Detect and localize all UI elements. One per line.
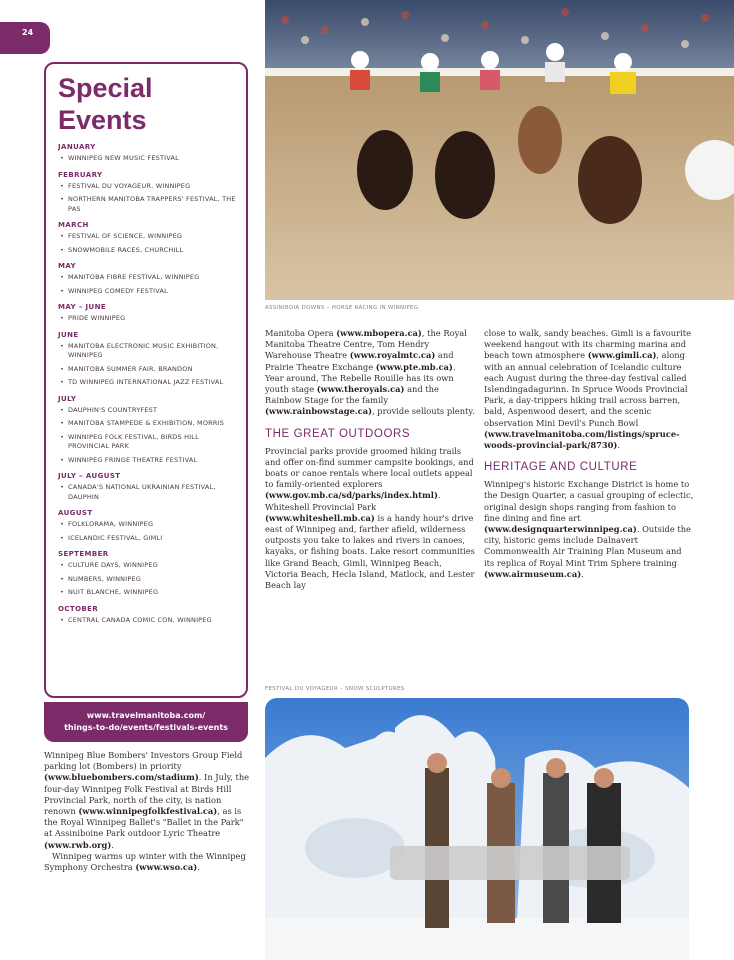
text-run: , the Royal Manitoba Theatre Centre, Tom Hendry Warehouse Theatre (265, 328, 467, 361)
month-heading: MARCH (58, 221, 89, 229)
photo1-caption: ASSINIBOIA DOWNS – HORSE RACING IN WINNIPEG (265, 305, 419, 311)
event-item: • NUIT BLANCHE, WINNIPEG (58, 588, 236, 598)
event-item: • MANITOBA ELECTRONIC MUSIC EXHIBITION, WINNIPEG (58, 342, 236, 361)
text-run: . (111, 839, 114, 850)
text-run: . (197, 862, 200, 873)
text-run: Winnipeg warms up winter with the Winnipeg Symphony Orchestra (44, 850, 246, 873)
page-number-tab (0, 22, 50, 54)
text-run: Winnipeg's historic Exchange District is home to the Design Quarter, a casual grouping of eclectic, original design shops ranging from fashion to fine dining and fine art (484, 479, 694, 523)
left-paragraph (44, 750, 250, 873)
link-designquarter[interactable]: (www.designquarterwinnipeg.ca) (484, 524, 637, 535)
event-item: • WINNIPEG COMEDY FESTIVAL (58, 287, 236, 297)
photo2-caption: FESTIVAL DU VOYAGEUR – SNOW SCULPTURES (265, 686, 405, 692)
month-heading: JULY – AUGUST (58, 472, 121, 480)
column-middle (265, 328, 475, 591)
text-run: , as is the Royal Winnipeg Ballet's "Ballet in the Park" at Assiniboine Park outdoor Lyric Theatre (44, 806, 244, 839)
month-heading: JUNE (58, 330, 79, 339)
events-url-link[interactable] (44, 702, 248, 742)
link-airmuseum[interactable]: (www.airmuseum.ca) (484, 568, 582, 579)
events-url-line1: www.travelmanitoba.com/ (86, 711, 206, 720)
event-item: • MANITOBA STAMPEDE & EXHIBITION, MORRIS (58, 419, 236, 429)
text-run: Provincial parks provide groomed hiking trails and offer on-find summer campsite bookings, and boats or canoe rentals where local outlets appeal to family-oriented explorers (265, 445, 474, 490)
event-item: • NUMBERS, WINNIPEG (58, 575, 236, 585)
link-theroyals[interactable]: (www.theroyals.ca) (316, 384, 405, 395)
link-spruce-woods[interactable]: (www.travelmanitoba.com/listings/spruce-woods-provincial-park/8730) (484, 428, 680, 451)
text-run: . In July, the four-day Winnipeg Folk Festival at Birds Hill Provincial Park, north of the city, is nation renown (44, 772, 250, 817)
snow-sculpture-photo (265, 698, 689, 960)
month-heading: JULY (58, 394, 77, 403)
text-run: . Whiteshell Provincial Park (265, 490, 441, 512)
text-run: is a handy hour's drive east of Winnipeg and, farther afield, wilderness outposts you take to lakes and rivers in canoes, kayaks, or fishing boats. Lake resort communities like Grand Beach, Gimli, Winnipeg Beach, Victoria Beach, Hecla Island, Matlock, and Lester Beach lay (265, 512, 475, 591)
events-url-line2: things-to-do/events/festivals-events (64, 723, 228, 732)
link-whiteshell[interactable]: (www.whiteshell.mb.ca) (265, 512, 375, 523)
event-item: • CENTRAL CANADA COMIC CON, WINNIPEG (58, 616, 236, 626)
event-item: • PRIDE WINNIPEG (58, 314, 236, 324)
event-item: • FESTIVAL DU VOYAGEUR, WINNIPEG (58, 182, 236, 192)
section-heading-outdoors: THE GREAT OUTDOORS (265, 427, 411, 440)
page-number: 24 (22, 28, 34, 37)
section-heading-heritage: HERITAGE AND CULTURE (484, 461, 638, 474)
month-heading: MAY – JUNE (58, 303, 107, 311)
link-pte[interactable]: (www.pte.mb.ca) (375, 361, 453, 372)
link-royalmtc[interactable]: (www.royalmtc.ca) (349, 350, 436, 361)
event-item: • SNOWMOBILE RACES, CHURCHILL (58, 246, 236, 256)
column-right (484, 328, 694, 580)
horse-racing-photo (265, 0, 734, 300)
text-run: Manitoba Opera (265, 328, 337, 338)
event-item: • MANITOBA FIBRE FESTIVAL, WINNIPEG (58, 273, 236, 283)
special-events-box (44, 62, 248, 698)
event-item: • WINNIPEG FOLK FESTIVAL, BIRDS HILL PROVINCIAL PARK (58, 433, 236, 452)
events-title: Special Events (58, 73, 153, 135)
event-item: • WINNIPEG FRINGE THEATRE FESTIVAL (58, 456, 236, 466)
month-heading: OCTOBER (58, 604, 99, 613)
event-item: • DAUPHIN'S COUNTRYFEST (58, 406, 236, 416)
event-item: • FOLKLORAMA, WINNIPEG (58, 520, 236, 530)
link-wso[interactable]: (www.wso.ca) (135, 862, 198, 873)
event-item: • CANADA'S NATIONAL UKRAINIAN FESTIVAL, DAUPHIN (58, 483, 236, 502)
text-run: and the Rainbow Stage for the family (265, 384, 439, 406)
text-run: Winnipeg Blue Bombers' Investors Group Field parking lot (Bombers) in priority (44, 750, 243, 772)
link-rwb[interactable]: (www.rwb.org) (44, 839, 112, 850)
text-run: close to walk, sandy beaches. Gimli is a favourite weekend hangout with its charming marina and beach town atmosphere (484, 328, 691, 361)
text-run: , provide sellouts plenty. (372, 406, 475, 417)
link-parks[interactable]: (www.gov.mb.ca/sd/parks/index.html) (265, 490, 438, 501)
text-run: . Outside the city, historic gems include Dalnavert Commonwealth Air Training Plan Museum and its replica of Royal Mint Trim Sphere training (484, 524, 691, 568)
event-item: • FESTIVAL OF SCIENCE, WINNIPEG (58, 232, 236, 242)
link-bluebombers[interactable]: (www.bluebombers.com/stadium) (44, 772, 199, 783)
text-run: and Prairie Theatre Exchange (265, 350, 454, 372)
link-rainbowstage[interactable]: (www.rainbowstage.ca) (265, 406, 373, 417)
link-folkfestival[interactable]: (www.winnipegfolkfestival.ca) (78, 806, 218, 817)
text-run: . (581, 568, 584, 579)
event-item: • MANITOBA SUMMER FAIR, BRANDON (58, 365, 236, 375)
text-run: . Year around, The Rebelle Rouille has its own youth stage (265, 361, 456, 395)
event-item: • CULTURE DAYS, WINNIPEG (58, 561, 236, 571)
month-heading: JANUARY (58, 143, 96, 151)
event-item: • NORTHERN MANITOBA TRAPPERS' FESTIVAL, THE PAS (58, 195, 236, 214)
month-heading: FEBRUARY (58, 170, 103, 179)
event-item: • TD WINNIPEG INTERNATIONAL JAZZ FESTIVAL (58, 378, 236, 388)
event-item: • ICELANDIC FESTIVAL, GIMLI (58, 534, 236, 544)
month-heading: AUGUST (58, 509, 93, 517)
link-mbopera[interactable]: (www.mbopera.ca) (336, 328, 422, 338)
link-gimli[interactable]: (www.gimli.ca) (587, 350, 657, 361)
month-heading: SEPTEMBER (58, 550, 109, 558)
text-run: , along with an annual celebration of Icelandic culture each August during the three-day festival called Islendingadagurinn. In Spruce Woods Provincial Park, a day-trippers hiking trail across barren, bald, Aspenwood desert, and the scenic observation Mini Devil's Punch Bowl (484, 350, 688, 428)
event-item: • WINNIPEG NEW MUSIC FESTIVAL (58, 154, 236, 164)
text-run: . (617, 440, 620, 451)
month-heading: MAY (58, 262, 76, 270)
